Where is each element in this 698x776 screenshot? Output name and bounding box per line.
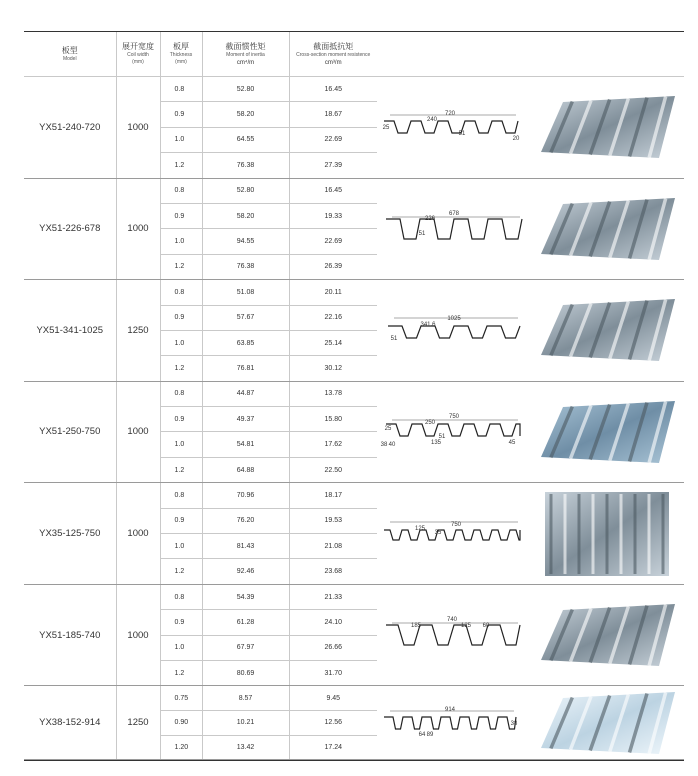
inertia-cell: 58.20	[202, 203, 289, 228]
profile-drawing	[377, 77, 530, 179]
header-inertia-en: Moment of inertia	[226, 51, 265, 58]
header-width-en: Coil width	[127, 52, 149, 58]
table-row	[24, 178, 684, 203]
dimension-label: 20	[512, 136, 519, 143]
resistance-cell: 17.24	[289, 735, 377, 760]
thickness-cell: 1.2	[160, 660, 202, 685]
dimension-label: 38	[380, 441, 387, 448]
inertia-cell: 54.39	[202, 584, 289, 609]
inertia-cell: 80.69	[202, 660, 289, 685]
inertia-cell: 64.55	[202, 127, 289, 152]
inertia-cell: 57.67	[202, 305, 289, 330]
header-width	[116, 32, 160, 77]
header-thickness	[160, 32, 202, 77]
corrugated-sheet-image	[537, 488, 677, 580]
corrugated-sheet-image	[537, 92, 677, 162]
product-photo	[530, 584, 684, 686]
thickness-cell: 1.0	[160, 229, 202, 254]
thickness-cell: 1.2	[160, 153, 202, 178]
model-cell: YX51-240-720	[24, 77, 116, 179]
coil-width-cell: 1000	[116, 483, 160, 585]
thickness-cell: 0.8	[160, 178, 202, 203]
inertia-cell: 51.08	[202, 280, 289, 305]
table-row	[24, 686, 684, 711]
header-width-unit: (mm)	[132, 59, 144, 65]
thickness-cell: 1.0	[160, 534, 202, 559]
header-model	[24, 32, 116, 77]
resistance-cell: 20.11	[289, 280, 377, 305]
thickness-cell: 1.2	[160, 457, 202, 482]
profile-outline	[384, 717, 516, 729]
profile-drawing	[377, 178, 530, 280]
dimension-label: 89	[426, 731, 433, 738]
profile-outline	[384, 121, 518, 133]
inertia-cell: 76.38	[202, 254, 289, 279]
profile-outline	[386, 219, 522, 239]
profile-svg	[380, 412, 528, 452]
thickness-cell: 0.90	[160, 711, 202, 736]
profile-drawing	[377, 584, 530, 686]
header-model-en: Model	[62, 55, 77, 62]
corrugated-sheet-image	[537, 688, 677, 758]
profile-drawing	[377, 483, 530, 585]
profile-svg	[380, 107, 528, 147]
dimension-label: 240	[426, 117, 437, 124]
resistance-cell: 17.62	[289, 432, 377, 457]
thickness-cell: 0.8	[160, 483, 202, 508]
header-thickness-cn: 板厚	[173, 42, 189, 51]
thickness-cell: 1.0	[160, 330, 202, 355]
corrugated-sheet-image	[537, 194, 677, 264]
spec-table	[24, 32, 684, 760]
product-photo	[530, 280, 684, 382]
dimension-label: 914	[444, 706, 455, 713]
header-profile-blank	[377, 32, 530, 77]
dimension-label: 51	[458, 131, 465, 138]
inertia-cell: 67.97	[202, 635, 289, 660]
inertia-cell: 81.43	[202, 534, 289, 559]
header-width-cn: 展开宽度	[122, 42, 154, 51]
resistance-cell: 22.16	[289, 305, 377, 330]
inertia-cell: 64.88	[202, 457, 289, 482]
inertia-cell: 49.37	[202, 407, 289, 432]
dimension-label: 740	[446, 617, 457, 624]
header-inertia	[202, 32, 289, 77]
inertia-cell: 63.85	[202, 330, 289, 355]
profile-outline	[386, 424, 520, 436]
product-photo	[530, 178, 684, 280]
header-thickness-unit: (mm)	[175, 59, 187, 65]
inertia-cell: 54.81	[202, 432, 289, 457]
coil-width-cell: 1000	[116, 584, 160, 686]
profile-outline	[384, 530, 520, 540]
inertia-cell: 61.28	[202, 610, 289, 635]
resistance-cell: 12.56	[289, 711, 377, 736]
inertia-cell: 70.96	[202, 483, 289, 508]
thickness-cell: 0.9	[160, 203, 202, 228]
corrugated-sheet-image	[537, 295, 677, 365]
profile-svg	[380, 310, 528, 350]
resistance-cell: 26.66	[289, 635, 377, 660]
header-model-cn: 板型	[61, 45, 78, 55]
dimension-label: 25	[384, 425, 391, 432]
header-resist-cn: 截面抵抗矩	[313, 41, 354, 51]
header-thickness-en: Thickness	[169, 52, 193, 58]
dimension-label: 51	[418, 230, 425, 237]
profile-drawing	[377, 686, 530, 760]
header-inertia-cn: 截面惯性矩	[225, 41, 266, 51]
dimension-label: 51	[438, 433, 445, 440]
thickness-cell: 0.8	[160, 280, 202, 305]
resistance-cell: 19.53	[289, 508, 377, 533]
resistance-cell: 16.45	[289, 178, 377, 203]
dimension-label: 40	[388, 441, 395, 448]
resistance-cell: 23.68	[289, 559, 377, 584]
profile-svg	[380, 209, 528, 249]
dimension-label: 185	[410, 623, 421, 630]
dimension-label: 125	[460, 623, 471, 630]
thickness-cell: 1.2	[160, 254, 202, 279]
thickness-cell: 1.0	[160, 127, 202, 152]
dimension-label: 720	[444, 111, 455, 118]
model-cell: YX38-152-914	[24, 686, 116, 760]
model-cell: YX51-185-740	[24, 584, 116, 686]
profile-drawing	[377, 280, 530, 382]
table-row	[24, 77, 684, 102]
resistance-cell: 16.45	[289, 77, 377, 102]
inertia-cell: 52.80	[202, 178, 289, 203]
resistance-cell: 31.70	[289, 660, 377, 685]
header-row	[24, 32, 684, 77]
dimension-label: 750	[448, 413, 459, 420]
table-row	[24, 280, 684, 305]
profile-svg	[380, 514, 528, 554]
resistance-cell: 22.69	[289, 229, 377, 254]
dimension-label: 250	[424, 419, 435, 426]
resistance-cell: 19.33	[289, 203, 377, 228]
table-row	[24, 584, 684, 609]
table-row	[24, 483, 684, 508]
dimension-label: 60	[482, 623, 489, 630]
thickness-cell: 0.9	[160, 102, 202, 127]
resistance-cell: 9.45	[289, 686, 377, 711]
coil-width-cell: 1000	[116, 77, 160, 179]
inertia-cell: 52.80	[202, 77, 289, 102]
model-cell: YX51-250-750	[24, 381, 116, 483]
inertia-cell: 13.42	[202, 735, 289, 760]
inertia-cell: 76.81	[202, 356, 289, 381]
dimension-label: 226	[424, 215, 435, 222]
product-photo	[530, 686, 684, 760]
thickness-cell: 0.9	[160, 508, 202, 533]
inertia-cell: 44.87	[202, 381, 289, 406]
header-resist-en: Cross-section moment resistence	[296, 51, 371, 58]
inertia-cell: 8.57	[202, 686, 289, 711]
resistance-cell: 26.39	[289, 254, 377, 279]
resistance-cell: 30.12	[289, 356, 377, 381]
coil-width-cell: 1000	[116, 381, 160, 483]
profile-svg	[380, 615, 528, 655]
corrugated-sheet-image	[537, 397, 677, 467]
dimension-label: 135	[430, 439, 441, 446]
resistance-cell: 25.14	[289, 330, 377, 355]
model-cell: YX51-341-1025	[24, 280, 116, 382]
coil-width-cell: 1250	[116, 280, 160, 382]
thickness-cell: 1.2	[160, 559, 202, 584]
thickness-cell: 0.9	[160, 305, 202, 330]
dimension-label: 750	[450, 521, 461, 528]
dimension-label: 38	[510, 720, 517, 727]
corrugated-sheet-image	[537, 600, 677, 670]
resistance-cell: 21.33	[289, 584, 377, 609]
thickness-cell: 1.20	[160, 735, 202, 760]
thickness-cell: 0.75	[160, 686, 202, 711]
thickness-cell: 1.2	[160, 356, 202, 381]
resistance-cell: 13.78	[289, 381, 377, 406]
resistance-cell: 27.39	[289, 153, 377, 178]
dimension-label: 1025	[446, 316, 461, 323]
product-photo	[530, 77, 684, 179]
thickness-cell: 0.9	[160, 407, 202, 432]
resistance-cell: 18.67	[289, 102, 377, 127]
header-resist-unit: cm³/m	[324, 59, 342, 66]
inertia-cell: 92.46	[202, 559, 289, 584]
dimension-label: 25	[382, 125, 389, 132]
dimension-label: 35	[434, 529, 441, 536]
resistance-cell: 22.50	[289, 457, 377, 482]
resistance-cell: 18.17	[289, 483, 377, 508]
thickness-cell: 0.8	[160, 77, 202, 102]
coil-width-cell: 1000	[116, 178, 160, 280]
dimension-label: 51	[390, 336, 397, 343]
dimension-label: 45	[508, 439, 515, 446]
thickness-cell: 0.8	[160, 584, 202, 609]
inertia-cell: 58.20	[202, 102, 289, 127]
dimension-label: 64	[418, 731, 425, 738]
thickness-cell: 1.0	[160, 432, 202, 457]
inertia-cell: 76.38	[202, 153, 289, 178]
header-inertia-unit: cm⁴/m	[236, 59, 255, 66]
coil-width-cell: 1250	[116, 686, 160, 760]
bottom-rule	[24, 760, 684, 761]
profile-outline	[386, 625, 520, 645]
dimension-label: 341.6	[419, 322, 436, 329]
dimension-label: 125	[414, 525, 425, 532]
header-photo-blank	[530, 32, 684, 77]
table-row	[24, 381, 684, 406]
inertia-cell: 94.55	[202, 229, 289, 254]
profile-drawing	[377, 381, 530, 483]
inertia-cell: 10.21	[202, 711, 289, 736]
resistance-cell: 21.08	[289, 534, 377, 559]
thickness-cell: 0.8	[160, 381, 202, 406]
product-photo	[530, 483, 684, 585]
model-cell: YX35-125-750	[24, 483, 116, 585]
header-resistance	[289, 32, 377, 77]
product-photo	[530, 381, 684, 483]
resistance-cell: 22.69	[289, 127, 377, 152]
profile-outline	[388, 326, 520, 338]
profile-svg	[380, 703, 528, 743]
dimension-label: 678	[448, 210, 459, 217]
model-cell: YX51-226-678	[24, 178, 116, 280]
resistance-cell: 24.10	[289, 610, 377, 635]
thickness-cell: 1.0	[160, 635, 202, 660]
thickness-cell: 0.9	[160, 610, 202, 635]
inertia-cell: 76.20	[202, 508, 289, 533]
resistance-cell: 15.80	[289, 407, 377, 432]
